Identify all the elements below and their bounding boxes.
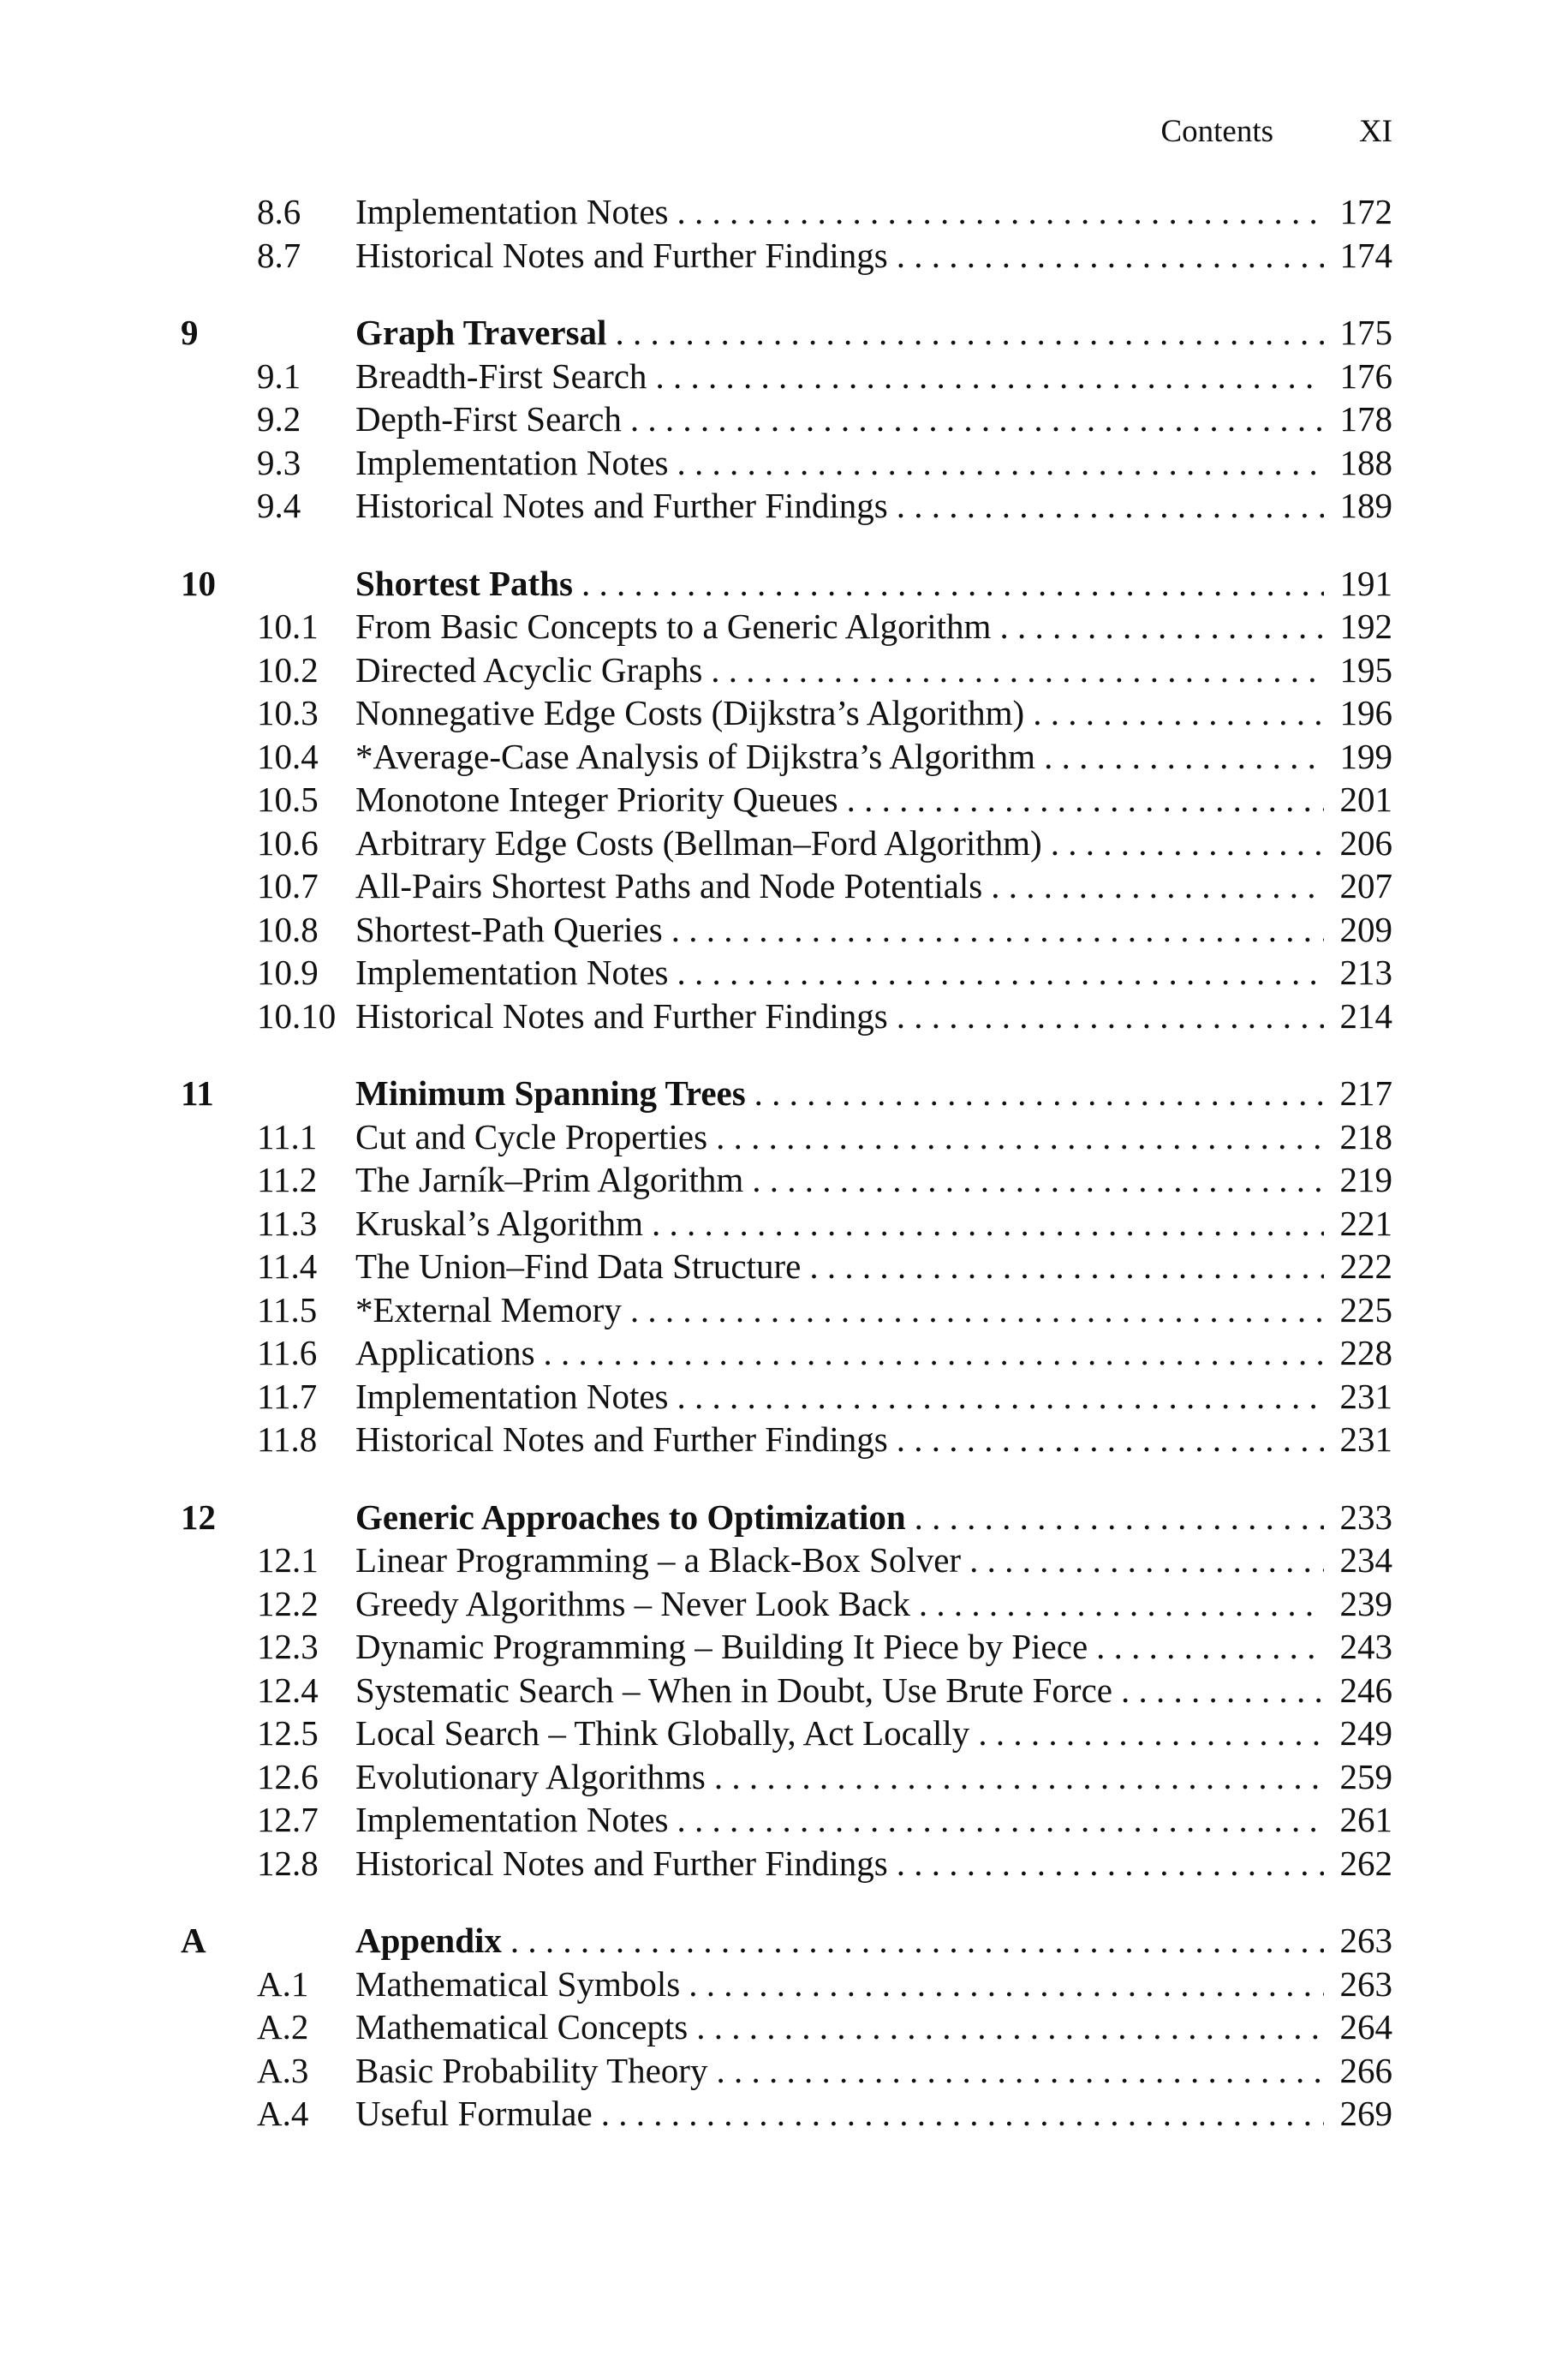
section-page-number: 219 <box>1339 1160 1392 1199</box>
section-page-number: 261 <box>1339 1800 1392 1839</box>
section-number: 8.7 <box>257 235 301 275</box>
section-title: Cut and Cycle Properties <box>355 1116 708 1156</box>
section-number: 12.6 <box>257 1756 319 1796</box>
dot-leader <box>630 1288 1324 1332</box>
section-number: 11.1 <box>257 1116 318 1156</box>
dot-leader <box>897 995 1324 1038</box>
toc-section-entry[interactable] <box>181 1375 1392 1419</box>
section-number: 12.2 <box>257 1583 319 1623</box>
section-title: Historical Notes and Further Findings <box>355 1419 888 1459</box>
toc-section-entry[interactable] <box>181 605 1392 648</box>
dot-leader <box>1096 1625 1324 1669</box>
section-title: Monotone Integer Priority Queues <box>355 780 838 819</box>
section-number: 12.1 <box>257 1540 319 1580</box>
section-page-number: 249 <box>1339 1713 1392 1753</box>
section-number: 10.3 <box>257 693 319 732</box>
section-page-number: 243 <box>1339 1627 1392 1666</box>
running-header-page-number: XI <box>1358 114 1392 149</box>
section-number: A.4 <box>257 2094 309 2133</box>
dot-leader <box>677 190 1325 234</box>
chapter-page-number: 217 <box>1339 1073 1392 1113</box>
section-page-number: 213 <box>1339 953 1392 992</box>
section-page-number: 172 <box>1339 192 1392 231</box>
section-number: 12.3 <box>257 1627 319 1666</box>
table-of-contents <box>181 190 1392 2170</box>
section-number: 10.9 <box>257 953 319 992</box>
section-title: Basic Probability Theory <box>355 2050 708 2090</box>
chapter-number: A <box>181 1921 206 1960</box>
dot-leader <box>991 864 1324 908</box>
section-title: Systematic Search – When in Doubt, Use Brute Force <box>355 1670 1112 1710</box>
chapter-group <box>181 311 1392 528</box>
chapter-group <box>181 190 1392 277</box>
toc-section-entry[interactable] <box>181 2092 1392 2136</box>
dot-leader <box>897 1842 1324 1885</box>
toc-section-entry[interactable] <box>181 1625 1392 1669</box>
section-number: A.3 <box>257 2050 309 2090</box>
dot-leader <box>978 1712 1324 1755</box>
dot-leader <box>919 1582 1324 1626</box>
toc-section-entry[interactable] <box>181 1418 1392 1461</box>
dot-leader <box>1044 735 1324 779</box>
section-title: Historical Notes and Further Findings <box>355 995 888 1036</box>
toc-chapter-entry[interactable] <box>181 1072 1392 1115</box>
toc-section-entry[interactable] <box>181 2049 1392 2093</box>
section-number: 10.10 <box>257 995 337 1036</box>
dot-leader <box>677 441 1325 485</box>
section-number: 10.8 <box>257 909 319 949</box>
chapter-title: Generic Approaches to Optimization <box>355 1497 906 1537</box>
section-number: 11.4 <box>257 1246 318 1286</box>
section-title: Implementation Notes <box>355 1376 669 1416</box>
dot-leader <box>630 397 1324 441</box>
toc-chapter-entry[interactable] <box>181 311 1392 355</box>
toc-section-entry[interactable] <box>181 1245 1392 1288</box>
section-number: 11.7 <box>257 1376 318 1416</box>
section-title: Depth-First Search <box>355 399 622 439</box>
section-page-number: 178 <box>1339 399 1392 439</box>
section-title: From Basic Concepts to a Generic Algorithm <box>355 606 992 646</box>
chapter-number: 11 <box>181 1073 214 1113</box>
section-number: 9.3 <box>257 442 301 482</box>
dot-leader <box>716 2049 1324 2093</box>
section-page-number: 231 <box>1339 1376 1392 1416</box>
section-number: 11.3 <box>257 1203 318 1243</box>
toc-section-entry[interactable] <box>181 2005 1392 2049</box>
section-title: *External Memory <box>355 1289 622 1329</box>
section-page-number: 195 <box>1339 649 1392 690</box>
chapter-number: 12 <box>181 1497 216 1537</box>
section-page-number: 206 <box>1339 822 1392 863</box>
toc-section-entry[interactable] <box>181 908 1392 952</box>
section-title: Historical Notes and Further Findings <box>355 486 888 525</box>
section-page-number: 176 <box>1339 356 1392 396</box>
toc-section-entry[interactable] <box>181 1288 1392 1332</box>
section-number: 12.7 <box>257 1800 319 1839</box>
dot-leader <box>714 1755 1324 1799</box>
section-number: A.1 <box>257 1963 309 2004</box>
section-number: 12.4 <box>257 1670 319 1710</box>
dot-leader <box>897 1418 1324 1461</box>
section-title: Greedy Algorithms – Never Look Back <box>355 1583 910 1623</box>
dot-leader <box>544 1331 1324 1375</box>
section-page-number: 269 <box>1339 2094 1392 2133</box>
toc-section-entry[interactable] <box>181 397 1392 441</box>
chapter-number: 9 <box>181 313 199 352</box>
section-title: Mathematical Concepts <box>355 2007 689 2046</box>
section-title: Nonnegative Edge Costs (Dijkstra’s Algorithm) <box>355 693 1025 732</box>
section-title: Linear Programming – a Black-Box Solver <box>355 1540 962 1580</box>
chapter-title: Graph Traversal <box>355 313 607 352</box>
toc-section-entry[interactable] <box>181 1963 1392 2006</box>
section-page-number: 239 <box>1339 1583 1392 1623</box>
section-page-number: 207 <box>1339 866 1392 905</box>
toc-section-entry[interactable] <box>181 1798 1392 1842</box>
chapter-number: 10 <box>181 563 216 603</box>
section-page-number: 259 <box>1339 1756 1392 1796</box>
section-page-number: 189 <box>1339 486 1392 525</box>
chapter-page-number: 191 <box>1339 563 1392 603</box>
section-page-number: 196 <box>1339 693 1392 732</box>
section-page-number: 234 <box>1339 1540 1392 1580</box>
toc-section-entry[interactable] <box>181 1158 1392 1202</box>
toc-section-entry[interactable] <box>181 735 1392 779</box>
section-number: 11.8 <box>257 1419 318 1459</box>
dot-leader <box>655 355 1324 398</box>
toc-section-entry[interactable] <box>181 995 1392 1038</box>
section-number: 9.1 <box>257 356 301 396</box>
chapter-group <box>181 1072 1392 1461</box>
section-page-number: 225 <box>1339 1289 1392 1329</box>
section-page-number: 246 <box>1339 1670 1392 1710</box>
section-title: Arbitrary Edge Costs (Bellman–Ford Algorithm) <box>355 822 1042 863</box>
dot-leader <box>711 648 1324 692</box>
toc-section-entry[interactable] <box>181 1539 1392 1582</box>
dot-leader <box>652 1202 1324 1246</box>
dot-leader <box>601 2092 1324 2136</box>
section-page-number: 209 <box>1339 909 1392 949</box>
section-title: Implementation Notes <box>355 953 669 992</box>
dot-leader <box>897 234 1324 278</box>
dot-leader <box>1051 822 1324 865</box>
dot-leader <box>1121 1669 1324 1712</box>
section-page-number: 266 <box>1339 2050 1392 2090</box>
dot-leader <box>615 311 1324 355</box>
running-header-title: Contents <box>1160 114 1273 149</box>
section-title: Useful Formulae <box>355 2094 593 2133</box>
chapter-page-number: 263 <box>1339 1921 1392 1960</box>
dot-leader <box>752 1158 1324 1202</box>
chapter-title: Appendix <box>355 1921 502 1960</box>
section-number: 9.2 <box>257 399 301 439</box>
dot-leader <box>671 908 1324 952</box>
dot-leader <box>999 605 1324 648</box>
toc-section-entry[interactable] <box>181 1331 1392 1375</box>
dot-leader <box>689 1963 1324 2006</box>
section-number: 12.5 <box>257 1713 319 1753</box>
toc-section-entry[interactable] <box>181 355 1392 398</box>
section-title: Implementation Notes <box>355 192 669 231</box>
section-page-number: 188 <box>1339 442 1392 482</box>
section-number: A.2 <box>257 2007 309 2046</box>
chapter-page-number: 175 <box>1339 313 1392 352</box>
section-title: Applications <box>355 1333 535 1372</box>
toc-section-entry[interactable] <box>181 441 1392 485</box>
toc-section-entry[interactable] <box>181 951 1392 995</box>
toc-section-entry[interactable] <box>181 822 1392 865</box>
section-number: 10.7 <box>257 866 319 905</box>
section-title: Implementation Notes <box>355 442 669 482</box>
section-title: Dynamic Programming – Building It Piece by Piece <box>355 1627 1088 1666</box>
section-title: Local Search – Think Globally, Act Locally <box>355 1713 970 1753</box>
chapter-group <box>181 562 1392 1038</box>
running-header <box>257 113 1392 156</box>
section-page-number: 214 <box>1339 995 1392 1036</box>
dot-leader <box>915 1496 1324 1539</box>
toc-chapter-entry[interactable] <box>181 1919 1392 1963</box>
toc-section-entry[interactable] <box>181 1202 1392 1246</box>
dot-leader <box>1033 691 1324 735</box>
section-page-number: 262 <box>1339 1843 1392 1883</box>
toc-section-entry[interactable] <box>181 484 1392 528</box>
toc-section-entry[interactable] <box>181 1582 1392 1626</box>
section-title: Historical Notes and Further Findings <box>355 1843 888 1883</box>
section-page-number: 174 <box>1339 235 1392 275</box>
chapter-group <box>181 1919 1392 2136</box>
dot-leader <box>677 1375 1325 1419</box>
section-page-number: 199 <box>1339 736 1392 776</box>
toc-section-entry[interactable] <box>181 691 1392 735</box>
toc-section-entry[interactable] <box>181 1115 1392 1159</box>
dot-leader <box>897 484 1324 528</box>
dot-leader <box>969 1539 1324 1582</box>
toc-section-entry[interactable] <box>181 1669 1392 1712</box>
chapter-title: Shortest Paths <box>355 563 573 603</box>
chapter-page-number: 233 <box>1339 1497 1392 1537</box>
toc-section-entry[interactable] <box>181 190 1392 234</box>
toc-section-entry[interactable] <box>181 1712 1392 1755</box>
section-number: 10.2 <box>257 649 319 690</box>
chapter-title: Minimum Spanning Trees <box>355 1073 746 1113</box>
section-title: Breadth-First Search <box>355 356 647 396</box>
dot-leader <box>754 1072 1324 1115</box>
section-number: 11.6 <box>257 1333 318 1372</box>
toc-section-entry[interactable] <box>181 864 1392 908</box>
section-number: 10.4 <box>257 736 319 776</box>
dot-leader <box>677 1798 1325 1842</box>
toc-section-entry[interactable] <box>181 1842 1392 1885</box>
dot-leader <box>510 1919 1324 1963</box>
section-title: Implementation Notes <box>355 1800 669 1839</box>
section-number: 8.6 <box>257 192 301 231</box>
section-title: Shortest-Path Queries <box>355 909 663 949</box>
section-title: *Average-Case Analysis of Dijkstra’s Algorithm <box>355 736 1036 776</box>
section-number: 10.1 <box>257 606 319 646</box>
section-page-number: 263 <box>1339 1963 1392 2004</box>
toc-section-entry[interactable] <box>181 1755 1392 1799</box>
section-number: 11.2 <box>257 1160 318 1199</box>
dot-leader <box>581 562 1324 606</box>
toc-section-entry[interactable] <box>181 778 1392 822</box>
section-page-number: 231 <box>1339 1419 1392 1459</box>
section-title: Historical Notes and Further Findings <box>355 235 888 275</box>
section-title: Mathematical Symbols <box>355 1963 681 2004</box>
dot-leader <box>677 951 1325 995</box>
section-number: 10.6 <box>257 822 319 863</box>
section-page-number: 192 <box>1339 606 1392 646</box>
section-page-number: 221 <box>1339 1203 1392 1243</box>
section-title: The Jarník–Prim Algorithm <box>355 1160 744 1199</box>
section-title: Evolutionary Algorithms <box>355 1756 706 1796</box>
chapter-group <box>181 1496 1392 1885</box>
section-page-number: 201 <box>1339 780 1392 819</box>
dot-leader <box>696 2005 1324 2049</box>
section-number: 11.5 <box>257 1289 318 1329</box>
section-number: 10.5 <box>257 780 319 819</box>
toc-chapter-entry[interactable] <box>181 1496 1392 1539</box>
toc-section-entry[interactable] <box>181 234 1392 278</box>
toc-section-entry[interactable] <box>181 648 1392 692</box>
section-title: The Union–Find Data Structure <box>355 1246 802 1286</box>
section-page-number: 264 <box>1339 2007 1392 2046</box>
dot-leader <box>716 1115 1324 1159</box>
dot-leader <box>847 778 1324 822</box>
section-page-number: 222 <box>1339 1246 1392 1286</box>
section-page-number: 218 <box>1339 1116 1392 1156</box>
section-number: 9.4 <box>257 486 301 525</box>
section-page-number: 228 <box>1339 1333 1392 1372</box>
toc-chapter-entry[interactable] <box>181 562 1392 606</box>
section-title: Directed Acyclic Graphs <box>355 649 703 690</box>
section-title: All-Pairs Shortest Paths and Node Potentials <box>355 866 983 905</box>
section-number: 12.8 <box>257 1843 319 1883</box>
dot-leader <box>809 1245 1324 1288</box>
section-title: Kruskal’s Algorithm <box>355 1203 643 1243</box>
